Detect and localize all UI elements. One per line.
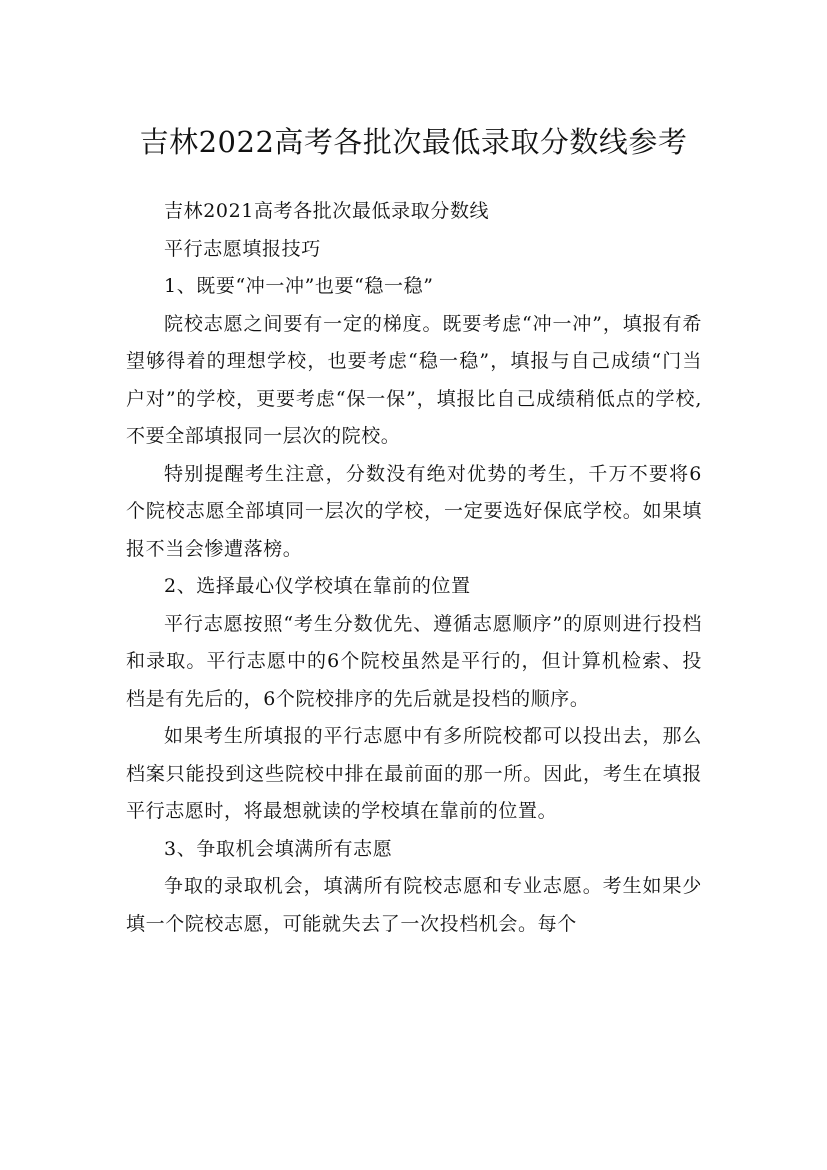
paragraph-subtitle: 吉林2021高考各批次最低录取分数线	[164, 200, 490, 222]
paragraph-point-1-heading: 1、既要“冲一冲”也要“稳一稳”	[164, 275, 434, 297]
paragraph-body: 特别提醒考生注意，分数没有绝对优势的考生，千万不要将6个院校志愿全部填同一层次的学校，一定要选好保底学校。如果填报不当会惨遭落榜。	[126, 462, 702, 560]
paragraph-body: 平行志愿按照“考生分数优先、遵循志愿顺序”的原则进行投档和录取。平行志愿中的6个院校虽然是平行的，但计算机检索、投档是有先后的，6个院校排序的先后就是投档的顺序。	[126, 612, 702, 710]
paragraph-point-3-heading: 3、争取机会填满所有志愿	[164, 837, 393, 860]
paragraph-body: 院校志愿之间要有一定的梯度。既要考虑“冲一冲”，填报有希望够得着的理想学校，也要考虑“稳一稳”，填报与自己成绩“门当户对”的学校，更要考虑“保一保”，填报比自己成绩稍低点的学校,不要全部填报同一层次的院校。	[126, 312, 702, 447]
paragraph-body: 争取的录取机会，填满所有院校志愿和专业志愿。考生如果少填一个院校志愿，可能就失去了一次投档机会。每个	[126, 875, 702, 935]
document-body	[126, 193, 702, 943]
document-title: 吉林2022高考各批次最低录取分数线参考	[139, 125, 688, 160]
paragraph-section-heading: 平行志愿填报技巧	[164, 237, 321, 260]
paragraph-point-2-heading: 2、选择最心仪学校填在靠前的位置	[164, 575, 471, 597]
paragraph-body: 如果考生所填报的平行志愿中有多所院校都可以投出去，那么档案只能投到这些院校中排在最前面的那一所。因此，考生在填报平行志愿时，将最想就读的学校填在靠前的位置。	[126, 725, 702, 822]
